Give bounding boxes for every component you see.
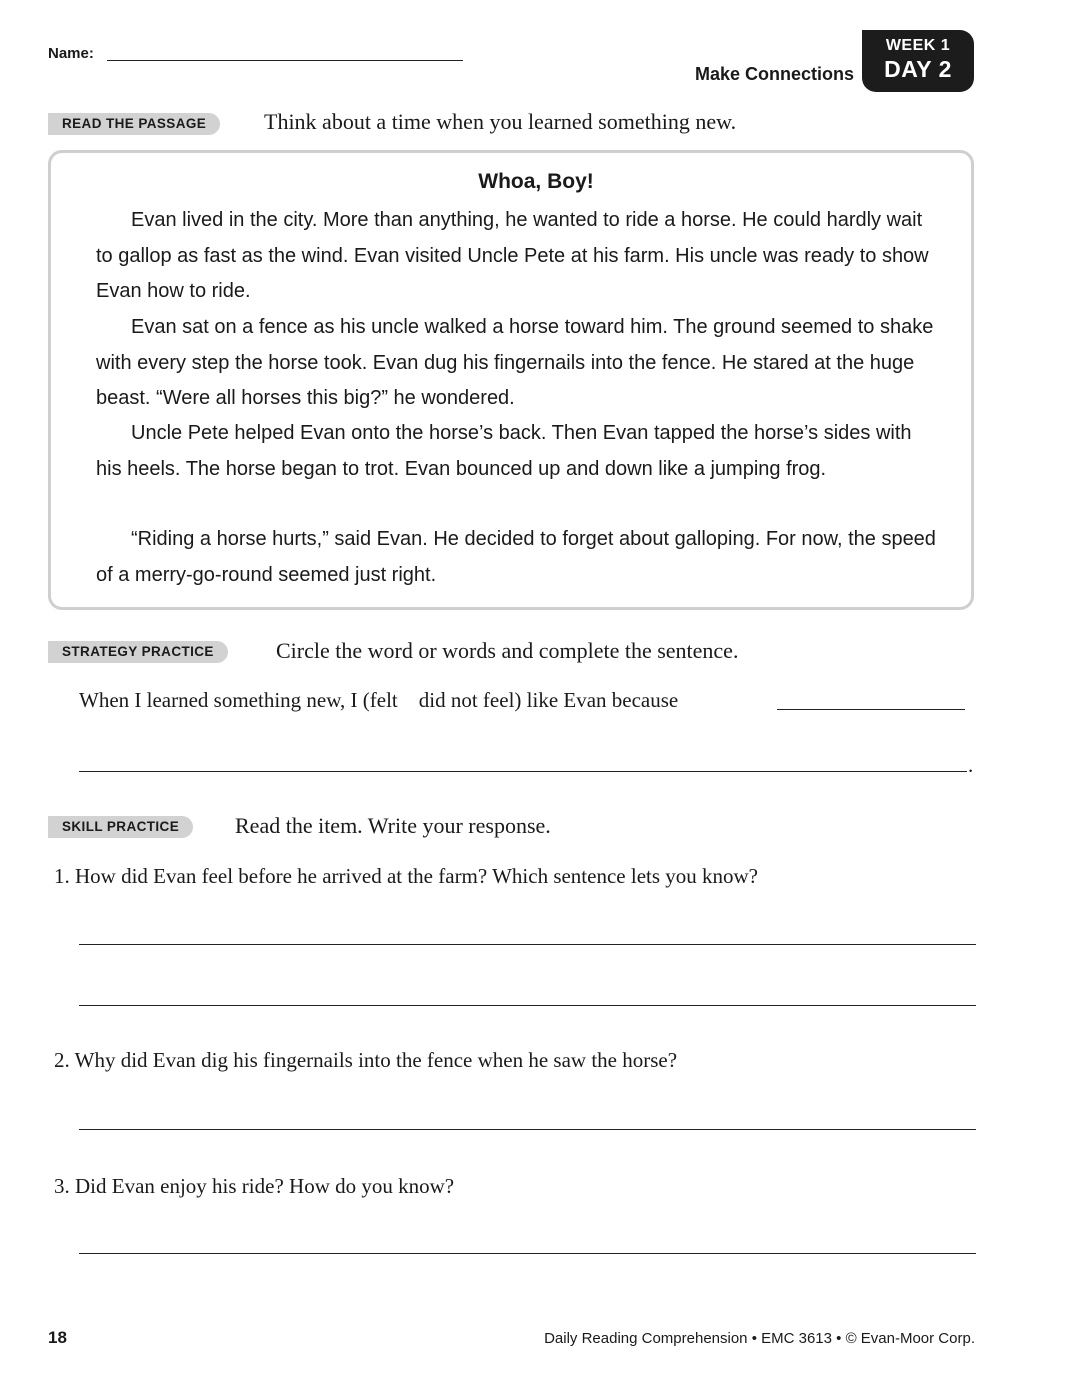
answer-line[interactable] [79,1253,976,1254]
lesson-subtitle: Make Connections [694,64,854,84]
name-label: Name: [48,45,94,62]
week-label: WEEK 1 [885,37,951,54]
day-label: DAY 2 [884,56,952,82]
question-2: 2. Why did Evan dig his fingernails into the fence when he saw the horse? [54,1048,678,1072]
read-passage-instruction: Think about a time when you learned something new. [264,109,737,134]
answer-line[interactable] [79,771,967,772]
skill-instruction: Read the item. Write your response. [235,813,551,838]
passage-title: Whoa, Boy! [478,170,594,193]
question-1: 1. How did Evan feel before he arrived at the farm? Which sentence lets you know? [54,864,759,888]
skill-practice-label: SKILL PRACTICE [48,816,193,838]
answer-line[interactable] [79,1129,976,1130]
answer-line[interactable] [79,1005,976,1006]
passage-paragraph: Uncle Pete helped Evan onto the horse’s back. Then Evan tapped the horse’s sides with his heels. The horse began to trot. Evan bounced up and down like a jumping frog. [96,422,912,480]
question-3: 3. Did Evan enjoy his ride? How do you know? [54,1174,455,1198]
answer-line[interactable] [79,944,976,945]
sentence-period: . [968,753,974,777]
passage-paragraph: “Riding a horse hurts,” said Evan. He decided to forget about galloping. For now, the speed of a merry-go-round seemed just right. [96,528,936,586]
week-day-tab [862,30,974,92]
strategy-practice-label: STRATEGY PRACTICE [48,641,228,663]
read-passage-label: READ THE PASSAGE [48,113,220,135]
strategy-instruction: Circle the word or words and complete the sentence. [276,638,739,663]
passage-paragraph: Evan sat on a fence as his uncle walked a horse toward him. The ground seemed to shake with every step the horse took. Evan dug his fingernails into the fence. He stared at the huge beast. “Were all horses this big?” he wondered. [96,316,934,409]
name-input-line[interactable] [107,60,463,61]
passage-paragraph: Evan lived in the city. More than anything, he wanted to ride a horse. He could hardly wait to gallop as fast as the wind. Evan visited Uncle Pete at his farm. His uncle was ready to show Evan how to ride. [96,209,929,302]
strategy-sentence: When I learned something new, I (felt did not feel) like Evan because [79,688,679,712]
footer-credit: Daily Reading Comprehension • EMC 3613 • © Evan-Moor Corp. [544,1330,975,1347]
page-number: 18 [48,1328,67,1347]
answer-line[interactable] [777,709,965,710]
